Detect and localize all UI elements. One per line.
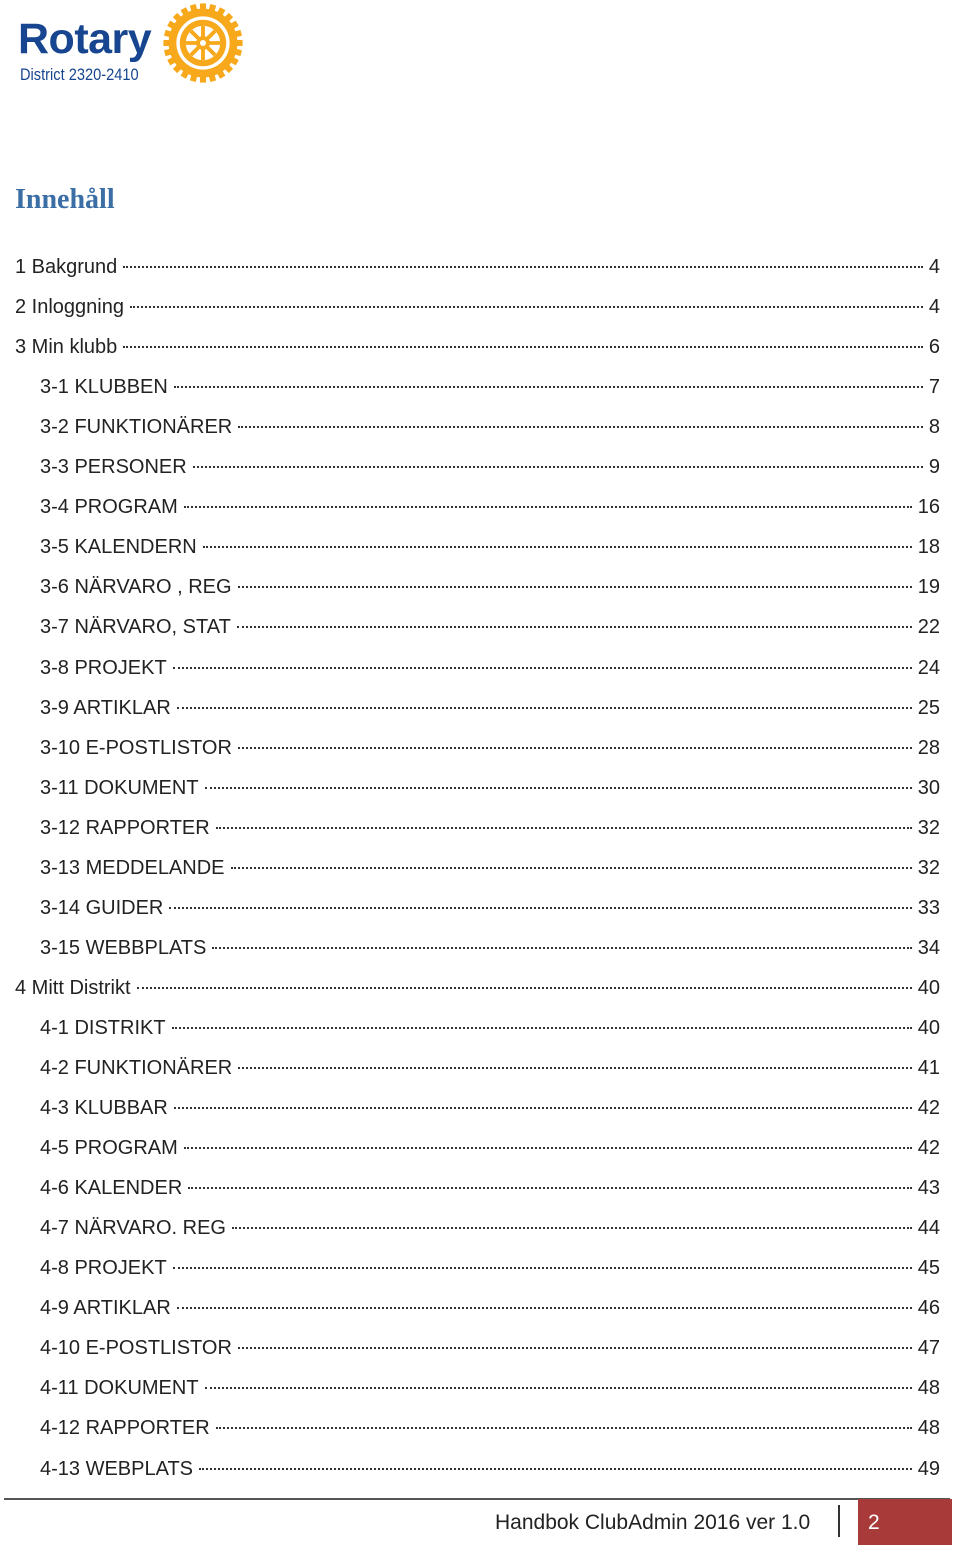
toc-entry-page: 9 <box>928 456 940 479</box>
toc-heading: Innehåll <box>15 184 115 215</box>
toc-entry[interactable] <box>40 1373 940 1403</box>
toc-entry-label: 1 Bakgrund <box>15 256 118 278</box>
footer-document-title: Handbok ClubAdmin 2016 ver 1.0 <box>495 1511 811 1534</box>
toc-entry-page: 45 <box>917 1257 940 1280</box>
toc-entry-label: 4-1 DISTRIKT <box>40 1016 166 1039</box>
toc-entry-page: 32 <box>917 816 940 839</box>
footer-page-badge <box>858 1499 952 1545</box>
toc-entry-label: 4-3 KLUBBAR <box>40 1097 168 1120</box>
toc-entry-page: 46 <box>917 1297 940 1320</box>
toc-entry-page: 33 <box>917 896 940 919</box>
toc-entry[interactable] <box>40 893 940 923</box>
toc-dot-leader <box>231 867 912 869</box>
toc-dot-leader <box>169 907 911 909</box>
toc-entry-page: 42 <box>917 1097 940 1120</box>
toc-entry-page: 30 <box>917 776 940 799</box>
toc-entry[interactable] <box>40 1013 940 1043</box>
toc-dot-leader <box>177 1307 912 1309</box>
logo-wordmark: Rotary <box>18 15 152 63</box>
toc-entry-label: 4-10 E-POSTLISTOR <box>40 1337 232 1360</box>
toc-entry[interactable] <box>40 372 940 402</box>
toc-entry[interactable] <box>15 973 940 1003</box>
toc-entry[interactable] <box>15 252 940 282</box>
toc-dot-leader <box>238 426 923 428</box>
toc-entry[interactable] <box>40 653 940 683</box>
toc-entry-page: 16 <box>917 496 940 519</box>
toc-entry-page: 48 <box>917 1417 940 1440</box>
toc-entry-page: 18 <box>917 536 940 559</box>
toc-entry[interactable] <box>40 1173 940 1203</box>
toc-dot-leader <box>216 827 912 829</box>
toc-dot-leader <box>184 506 912 508</box>
toc-entry[interactable] <box>40 1454 940 1484</box>
toc-dot-leader <box>205 787 912 789</box>
toc-entry-page: 22 <box>917 616 940 639</box>
toc-entry-page: 32 <box>917 856 940 879</box>
toc-entry-label: 3-6 NÄRVARO , REG <box>40 576 232 599</box>
toc-dot-leader <box>238 1347 912 1349</box>
toc-entry-label: 2 Inloggning <box>15 296 124 319</box>
toc-entry-label: 3-3 PERSONER <box>40 456 187 479</box>
toc-entry-label: 4-6 KALENDER <box>40 1177 183 1200</box>
toc-entry[interactable] <box>40 733 940 763</box>
toc-dot-leader <box>238 747 912 749</box>
toc-entry-label: 3 Min klubb <box>15 336 118 359</box>
toc-entry-page: 6 <box>928 336 940 359</box>
toc-entry-page: 19 <box>917 576 940 599</box>
toc-dot-leader <box>205 1387 912 1389</box>
toc-entry-page: 34 <box>917 936 940 959</box>
toc-entry-label: 4 Mitt Distrikt <box>15 976 131 999</box>
toc-entry-page: 8 <box>928 416 940 439</box>
toc-entry-label: 3-15 WEBBPLATS <box>40 936 207 959</box>
rotary-wheel-icon <box>160 0 246 86</box>
toc-entry-label: 3-1 KLUBBEN <box>40 376 168 399</box>
toc-entry-label: 3-7 NÄRVARO, STAT <box>40 616 231 639</box>
toc-dot-leader <box>173 667 912 669</box>
toc-entry[interactable] <box>40 853 940 883</box>
toc-dot-leader <box>216 1427 912 1429</box>
toc-entry-page: 40 <box>917 976 940 999</box>
toc-entry[interactable] <box>40 1133 940 1163</box>
toc-entry-label: 3-12 RAPPORTER <box>40 816 210 839</box>
toc-entry[interactable] <box>15 292 940 322</box>
toc-entry[interactable] <box>40 1213 940 1243</box>
toc-entry-page: 49 <box>917 1457 940 1480</box>
toc-entry-page: 24 <box>917 656 940 679</box>
toc-dot-leader <box>123 346 923 348</box>
toc-entry[interactable] <box>40 1053 940 1083</box>
toc-entry-page: 4 <box>928 256 940 278</box>
toc-entry-page: 47 <box>917 1337 940 1360</box>
toc-entry[interactable] <box>40 1333 940 1363</box>
toc-entry-page: 44 <box>917 1217 940 1240</box>
toc-dot-leader <box>174 1107 912 1109</box>
toc-entry-label: 4-2 FUNKTIONÄRER <box>40 1057 233 1079</box>
toc-entry[interactable] <box>40 572 940 602</box>
toc-dot-leader <box>232 1227 912 1229</box>
toc-entry-page: 7 <box>928 376 940 399</box>
toc-entry-page: 40 <box>917 1016 940 1039</box>
toc-dot-leader <box>237 626 912 628</box>
toc-entry-label: 3-13 MEDDELANDE <box>40 856 225 879</box>
footer-divider <box>4 1498 950 1500</box>
toc-entry-label: 4-12 RAPPORTER <box>40 1417 210 1440</box>
toc-dot-leader <box>212 947 911 949</box>
toc-entry-page: 48 <box>917 1377 940 1400</box>
toc-entry-label: 3-8 PROJEKT <box>40 656 167 679</box>
toc-entry[interactable] <box>15 332 940 362</box>
toc-entry-label: 3-14 GUIDER <box>40 896 164 919</box>
toc-dot-leader <box>174 386 923 388</box>
toc-dot-leader <box>130 306 923 308</box>
toc-entry-page: 42 <box>917 1137 940 1160</box>
toc-dot-leader <box>137 987 912 989</box>
toc-entry-label: 3-10 E-POSTLISTOR <box>40 736 232 759</box>
footer-separator <box>838 1505 840 1537</box>
toc-entry[interactable] <box>40 532 940 562</box>
toc-dot-leader <box>238 586 912 588</box>
toc-entry[interactable] <box>40 612 940 642</box>
toc-entry-label: 4-8 PROJEKT <box>40 1257 167 1280</box>
toc-entry[interactable] <box>40 1093 940 1123</box>
toc-entry-label: 4-13 WEBPLATS <box>40 1457 194 1480</box>
rotary-logo <box>18 0 248 92</box>
footer-page-number: 2 <box>868 1511 880 1534</box>
toc-entry[interactable] <box>40 452 940 482</box>
toc-entry-label: 4-7 NÄRVARO. REG <box>40 1217 226 1240</box>
toc-entry-label: 3-5 KALENDERN <box>40 536 197 559</box>
toc-entry-page: 43 <box>917 1177 940 1200</box>
toc-entry[interactable] <box>40 813 940 843</box>
toc-entry-label: 3-11 DOKUMENT <box>40 776 199 799</box>
toc-dot-leader <box>188 1187 911 1189</box>
toc-dot-leader <box>203 546 912 548</box>
toc-entry-label: 4-5 PROGRAM <box>40 1137 178 1160</box>
toc-entry-page: 4 <box>928 296 940 319</box>
toc-entry[interactable] <box>40 1413 940 1443</box>
toc-dot-leader <box>172 1027 912 1029</box>
toc-entry-label: 3-4 PROGRAM <box>40 496 178 519</box>
toc-entry[interactable] <box>40 1293 940 1323</box>
toc-entry[interactable] <box>40 933 940 963</box>
toc-dot-leader <box>173 1267 912 1269</box>
toc-entry[interactable] <box>40 1253 940 1283</box>
toc-entry-label: 3-9 ARTIKLAR <box>40 696 171 719</box>
toc-entry-page: 28 <box>917 736 940 759</box>
toc-entry-label: 3-2 FUNKTIONÄRER <box>40 416 233 439</box>
toc-dot-leader <box>199 1468 912 1470</box>
toc-entry[interactable] <box>40 773 940 803</box>
toc-entry-label: 4-11 DOKUMENT <box>40 1377 199 1400</box>
toc-dot-leader <box>238 1067 912 1069</box>
toc-dot-leader <box>177 707 912 709</box>
toc-dot-leader <box>123 266 923 268</box>
toc-dot-leader <box>184 1147 912 1149</box>
toc-entry[interactable] <box>40 492 940 522</box>
logo-district-label: District 2320-2410 <box>20 65 139 84</box>
toc-entry-page: 25 <box>917 696 940 719</box>
toc-dot-leader <box>193 466 923 468</box>
toc-entry[interactable] <box>40 412 940 442</box>
toc-entry-page: 41 <box>917 1057 940 1079</box>
toc-entry[interactable] <box>40 693 940 723</box>
toc-entry-label: 4-9 ARTIKLAR <box>40 1297 171 1320</box>
